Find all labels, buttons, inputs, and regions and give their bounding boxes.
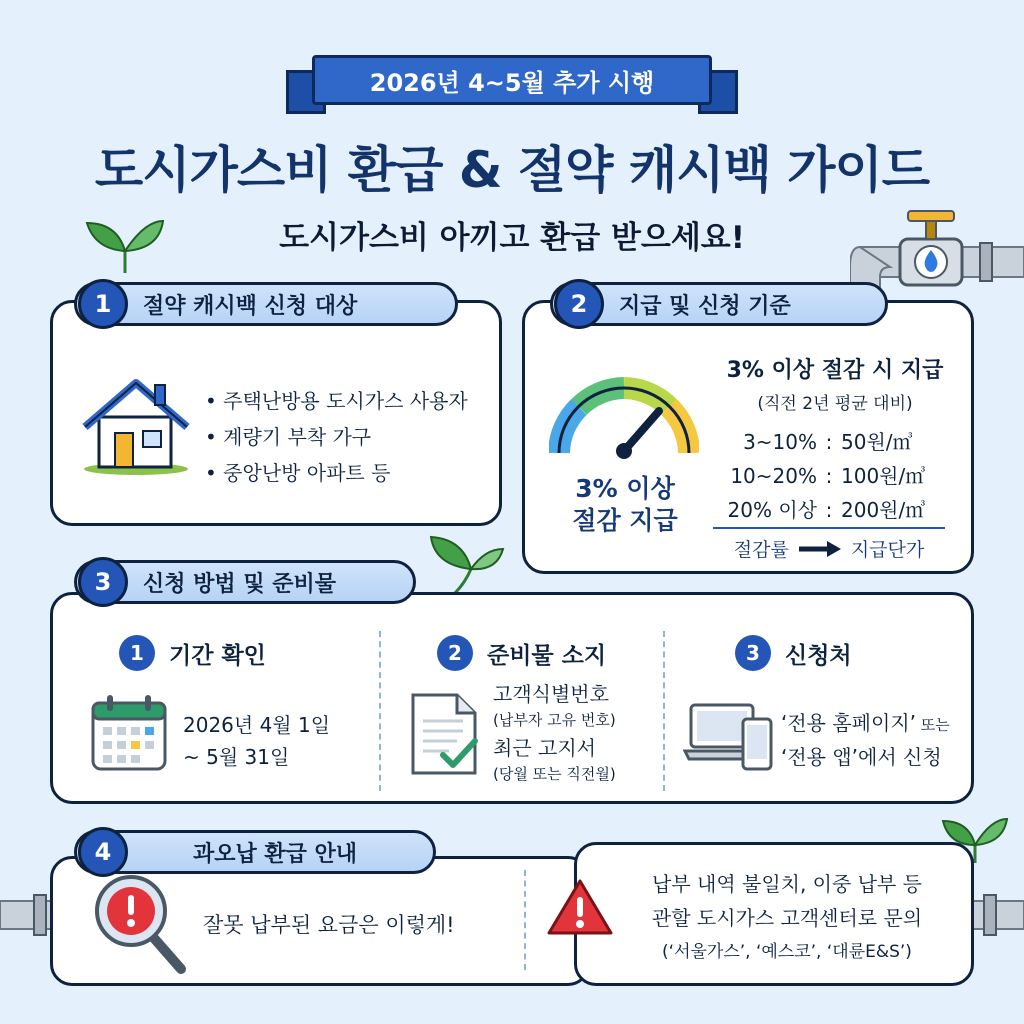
criterion-text: 3% 이상 절감 시 지급 [726, 358, 944, 383]
section1-item: • 중앙난방 아파트 등 [205, 461, 391, 485]
step2-line2: 최근 고지서 [493, 736, 596, 760]
pipe-right-icon [970, 893, 1024, 937]
calendar-icon [89, 693, 169, 773]
warning-icon [545, 877, 615, 937]
section4-right-line2: 관할 도시가스 고객센터로 문의 [651, 906, 923, 930]
step3-number: 3 [735, 635, 771, 671]
step3-line2: ‘전용 앱’에서 신청 [781, 745, 942, 769]
step1-line1: 2026년 4월 1일 [183, 713, 331, 737]
step2-number: 2 [437, 635, 473, 671]
rate-row: 3~10% : 50원/㎥ [743, 430, 913, 454]
step-divider [379, 631, 381, 791]
section1-heading-pill [74, 282, 458, 326]
section4-number-badge: 4 [78, 827, 128, 877]
banner-ribbon [312, 55, 712, 105]
step3-title: 신청처 [785, 642, 852, 669]
section4-right-card [574, 842, 974, 986]
section1-card [50, 300, 502, 526]
section1-number-badge: 1 [78, 279, 128, 329]
page-title: 도시가스비 환급 & 절약 캐시백 가이드 [94, 141, 930, 199]
rate-row: 20% 이상 : 200원/㎥ [727, 498, 926, 522]
gauge-label-line1: 3% 이상 [575, 474, 675, 503]
step3-line1: ‘전용 홈페이지’ 또는 [781, 711, 950, 735]
step2-line1-note: (납부자 고유 번호) [493, 711, 616, 729]
section3-card [50, 592, 974, 804]
gauge-label-line2: 절감 지급 [572, 506, 678, 535]
section4-left-card [50, 856, 590, 986]
rate-row: 10~20% : 100원/㎥ [730, 464, 926, 488]
house-icon [81, 377, 191, 477]
section4-heading: 과오납 환급 안내 [192, 841, 358, 867]
section3-number-badge: 3 [78, 557, 128, 607]
criterion-note: (직전 2년 평균 대비) [757, 394, 913, 414]
banner-text: 2026년 4~5월 추가 시행 [369, 68, 655, 97]
leaf-icon [425, 535, 505, 595]
pipe-left-icon [0, 893, 56, 937]
step1-line2: ~ 5월 31일 [183, 745, 290, 769]
step1-title: 기간 확인 [169, 642, 266, 669]
magnifier-alert-icon [91, 867, 191, 977]
section4-left-text: 잘못 납부된 요금은 이렇게! [203, 913, 455, 937]
page-subtitle: 도시가스비 아끼고 환급 받으세요! [279, 220, 745, 256]
section2-card [522, 300, 974, 574]
section1-item: • 계량기 부착 가구 [205, 425, 372, 449]
document-check-icon [409, 691, 481, 777]
section2-number-badge: 2 [554, 279, 604, 329]
step2-line1: 고객식별번호 [493, 682, 609, 706]
section1-item: • 주택난방용 도시가스 사용자 [205, 389, 468, 413]
section4-divider [524, 870, 526, 970]
section4-right-line1: 납부 내역 불일치, 이중 납부 등 [652, 872, 922, 896]
section2-heading: 지급 및 신청 기준 [619, 293, 791, 319]
arrow-right-icon [797, 539, 843, 559]
section1-heading: 절약 캐시백 신청 대상 [143, 293, 358, 319]
step2-title: 준비물 소지 [487, 642, 607, 669]
devices-icon [683, 699, 775, 775]
section3-heading: 신청 방법 및 준비물 [143, 571, 336, 597]
step2-line2-note: (당월 또는 직전월) [493, 765, 616, 783]
legend-right: 지급단가 [850, 539, 925, 561]
section4-heading-pill [74, 830, 436, 874]
legend-left: 절감률 [733, 539, 789, 561]
gauge-icon [549, 373, 699, 463]
step-divider [663, 631, 665, 791]
section4-right-line3: (‘서울가스’, ‘예스코’, ‘대륜E&S’) [662, 942, 912, 962]
step1-number: 1 [119, 635, 155, 671]
rates-divider [713, 527, 945, 529]
